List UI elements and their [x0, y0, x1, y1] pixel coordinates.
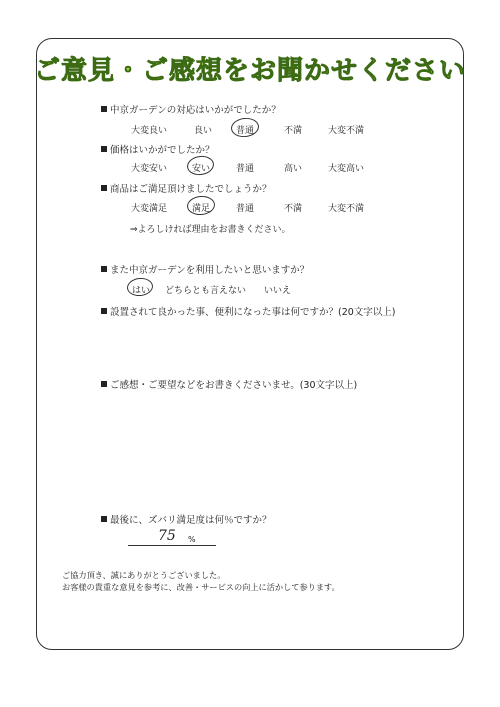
bullet-square-icon [101, 516, 107, 522]
answer-underline [128, 545, 216, 546]
q1-option-3[interactable]: 普通 [236, 126, 255, 136]
question-2 [101, 142, 215, 156]
bullet-square-icon [101, 146, 107, 152]
question-3 [101, 181, 272, 195]
q3-reason-note: ⇒よろしければ理由をお書きください。 [130, 225, 291, 235]
bullet-square-icon [101, 106, 107, 112]
q2-option-3[interactable]: 普通 [236, 164, 255, 174]
question-5-text: 設置されて良かった事、便利になった事は何ですか？(20文字以上) [110, 307, 396, 318]
q3-option-5[interactable]: 大変不満 [328, 204, 365, 214]
q5-answer-area[interactable] [101, 322, 401, 372]
survey-title: ご意見・ご感想をお聞かせください [33, 56, 466, 86]
question-4-text: また中京ガーデンを利用したいと思いますか？ [110, 265, 310, 276]
satisfaction-answer[interactable]: 75 [158, 528, 176, 544]
question-1 [101, 102, 281, 116]
q4-option-3[interactable]: いいえ [264, 286, 292, 296]
q1-option-2[interactable]: 良い [194, 126, 213, 136]
q2-option-5[interactable]: 大変高い [328, 164, 365, 174]
question-7 [101, 512, 272, 526]
question-1-text: 中京ガーデンの対応はいかがでしたか？ [110, 105, 281, 116]
bullet-square-icon [101, 185, 107, 191]
q1-option-1[interactable]: 大変良い [131, 126, 168, 136]
question-2-text: 価格はいかがでしたか？ [110, 145, 215, 156]
q3-option-4[interactable]: 不満 [284, 204, 303, 214]
q2-option-1[interactable]: 大変安い [131, 164, 168, 174]
bullet-square-icon [101, 381, 107, 387]
question-6 [101, 377, 357, 391]
q2-option-4[interactable]: 高い [284, 164, 303, 174]
q4-option-1[interactable]: はい [132, 286, 151, 296]
q3-option-2[interactable]: 満足 [192, 204, 211, 214]
footer-thanks: ご協力頂き、誠にありがとうございました。 [62, 570, 226, 580]
question-4 [101, 262, 309, 276]
bullet-square-icon [101, 266, 107, 272]
q3-option-3[interactable]: 普通 [236, 204, 255, 214]
satisfaction-unit: % [188, 535, 196, 544]
q4-option-2[interactable]: どちらとも言えない [165, 286, 247, 296]
q6-answer-area[interactable] [101, 395, 401, 505]
question-5 [101, 304, 396, 318]
question-3-text: 商品はご満足頂けましたでしょうか？ [110, 184, 272, 195]
q1-option-4[interactable]: 不満 [284, 126, 303, 136]
footer-message: お客様の貴重な意見を参考に、改善・サービスの向上に活かして参ります。 [62, 582, 340, 592]
q2-option-2[interactable]: 安い [192, 164, 211, 174]
question-6-text: ご感想・ご要望などをお書きくださいませ。(30文字以上) [110, 380, 358, 391]
question-7-text: 最後に、ズバリ満足度は何％ですか？ [110, 515, 272, 526]
bullet-square-icon [101, 308, 107, 314]
q3-option-1[interactable]: 大変満足 [131, 204, 168, 214]
q1-option-5[interactable]: 大変不満 [328, 126, 365, 136]
